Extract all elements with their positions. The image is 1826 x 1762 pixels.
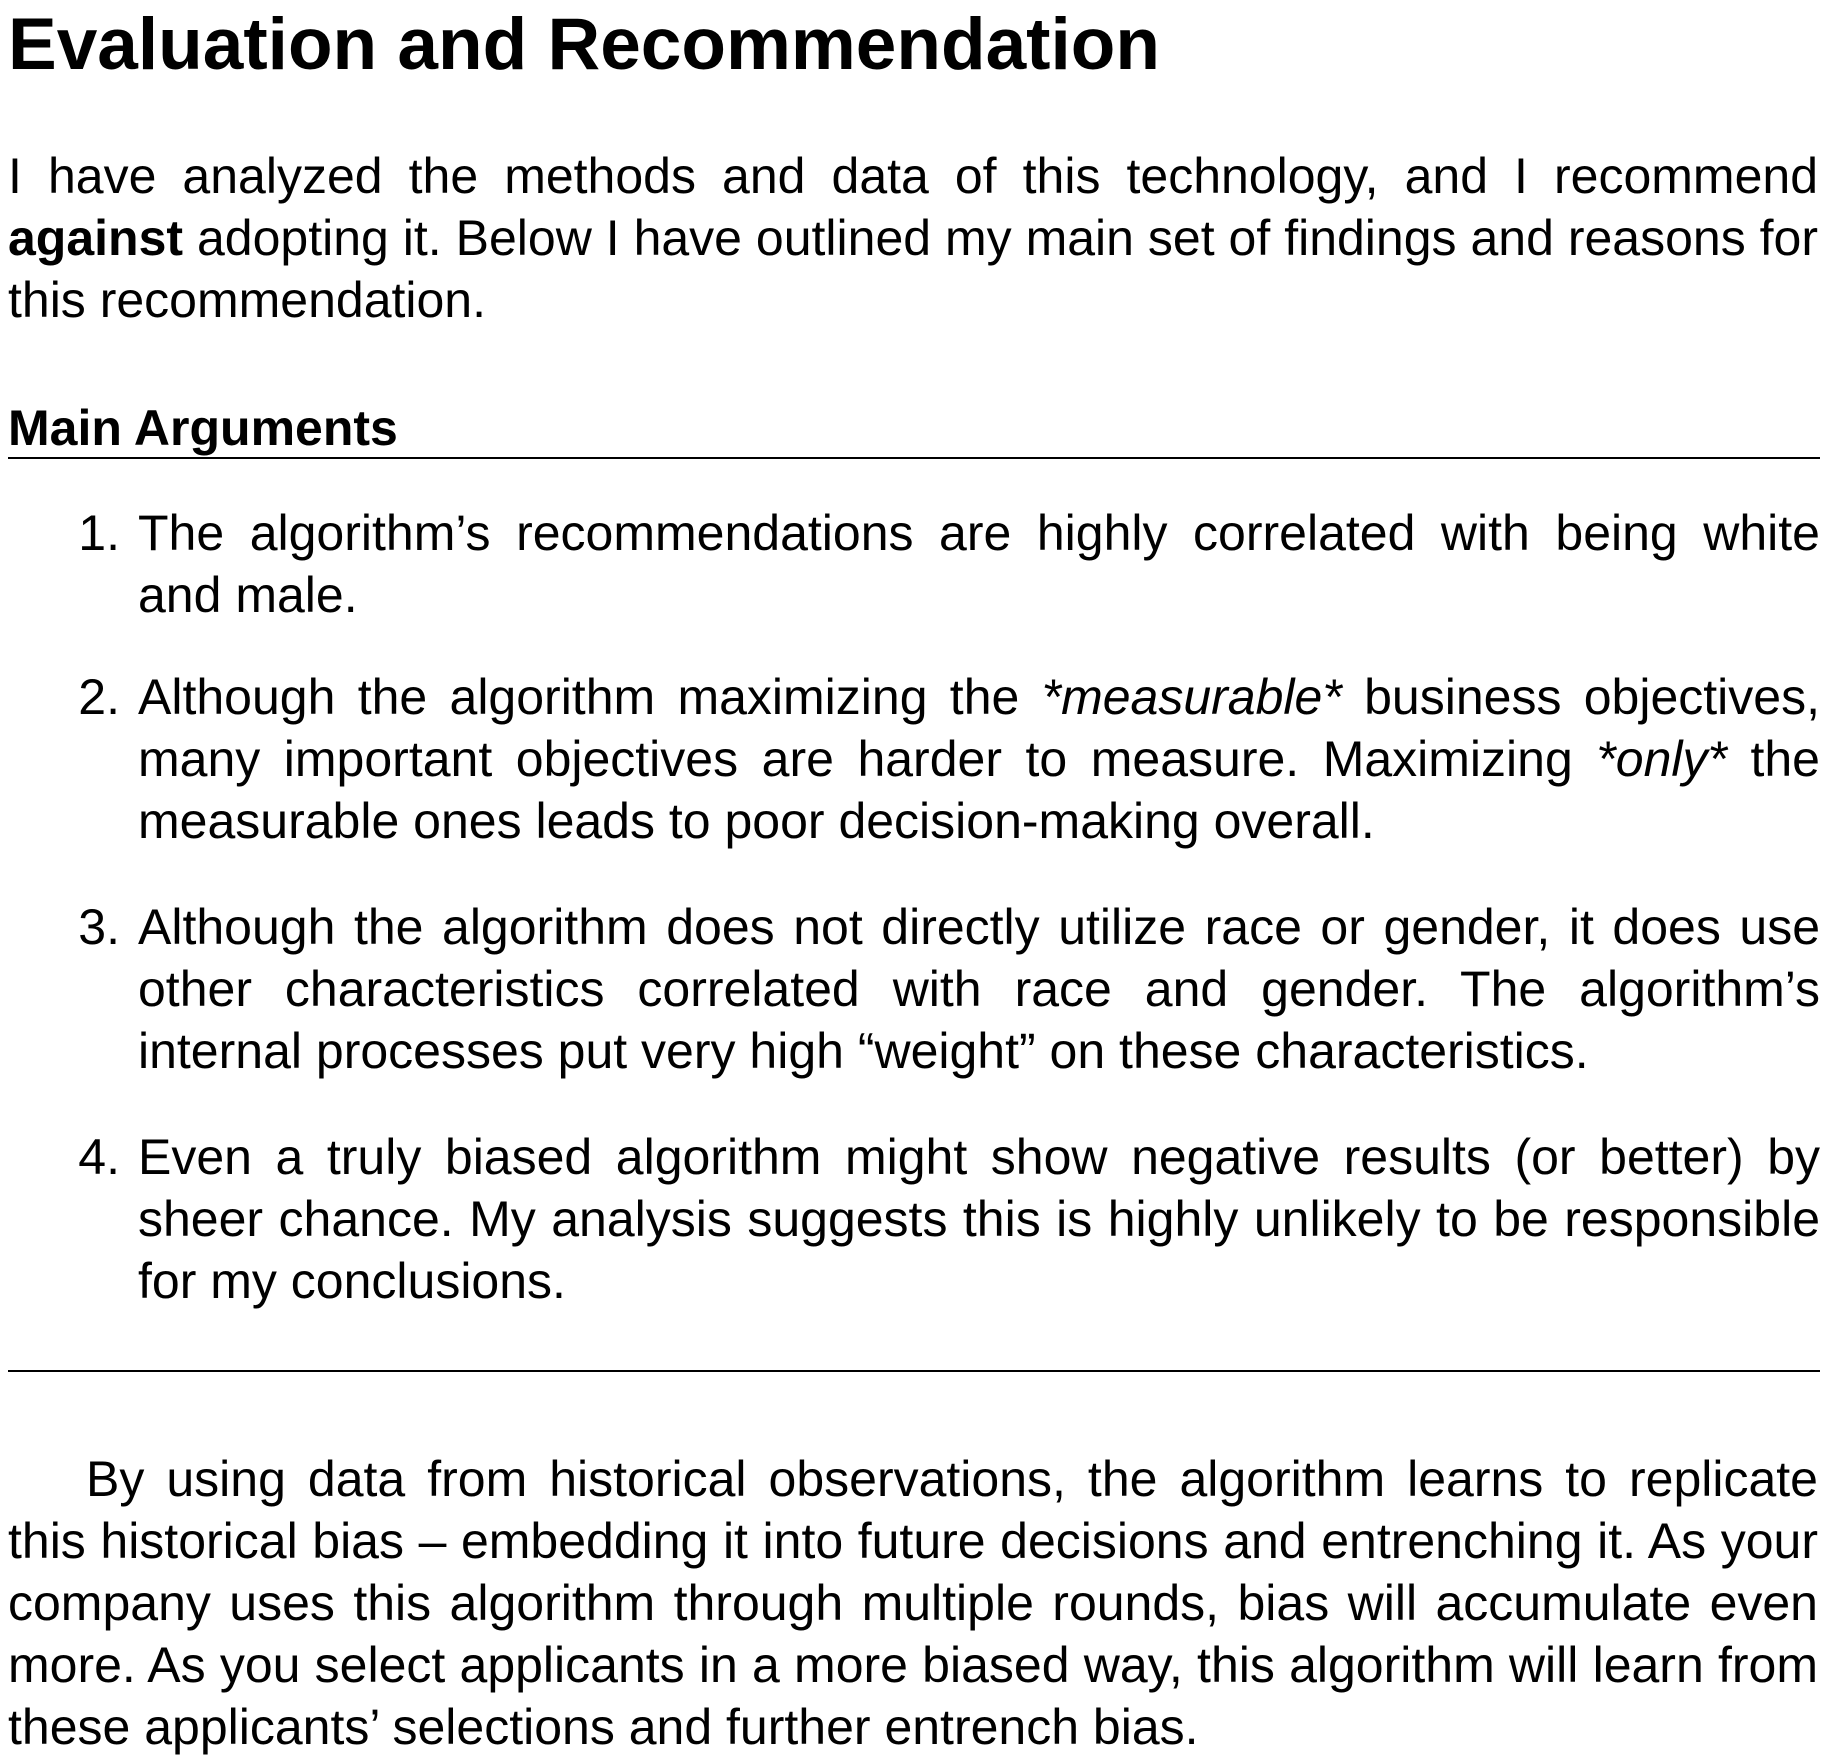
argument-text: Even a truly biased algorithm might show negative results (or better) by sheer chance. My analysis suggests this is highly unlikely to be responsible for my conclusions. — [138, 1129, 1820, 1309]
argument-text: Although the algorithm does not directly utilize race or gender, it does use other characteristics correlated with race and gender. The algorithm’s internal processes put very high “weight” on these characteristics. — [138, 899, 1820, 1079]
closing-paragraph: By using data from historical observations, the algorithm learns to replicate this historical bias – embedding it into future decisions and entrenching it. As your company uses this algorithm through multiple rounds, bias will accumulate even more. As you select applicants in a more biased way, this algorithm will learn from these applicants’ selections and further entrench bias. — [8, 1451, 1818, 1755]
argument-text: The algorithm’s recommendations are highly correlated with being white and male. — [138, 505, 1820, 623]
intro-paragraph — [8, 145, 1818, 331]
intro-bold-recommendation: against — [8, 210, 184, 266]
argument-text-part: the measurable ones leads to poor decision-making overall. — [138, 731, 1820, 849]
argument-text — [138, 666, 1820, 852]
argument-text-part: Although the algorithm maximizing the — [138, 669, 1042, 725]
page-title: Evaluation and Recommendation — [8, 4, 1160, 85]
argument-number: 2. — [78, 669, 120, 725]
argument-number: 4. — [78, 1129, 120, 1185]
argument-text-part: business objectives, many important objectives are harder to measure. Maximizing — [138, 669, 1820, 787]
argument-emphasis-measurable: *measurable* — [1041, 669, 1342, 725]
argument-number: 3. — [78, 899, 120, 955]
argument-number: 1. — [78, 505, 120, 561]
main-arguments-heading: Main Arguments — [8, 400, 398, 456]
intro-text-start: I have analyzed the methods and data of this technology, and I recommend — [8, 148, 1818, 204]
section-divider-bottom — [8, 1370, 1820, 1372]
argument-emphasis-only: *only* — [1596, 731, 1727, 787]
intro-text-end: adopting it. Below I have outlined my main set of findings and reasons for this recommendation. — [8, 210, 1818, 328]
section-divider-top — [8, 457, 1820, 459]
